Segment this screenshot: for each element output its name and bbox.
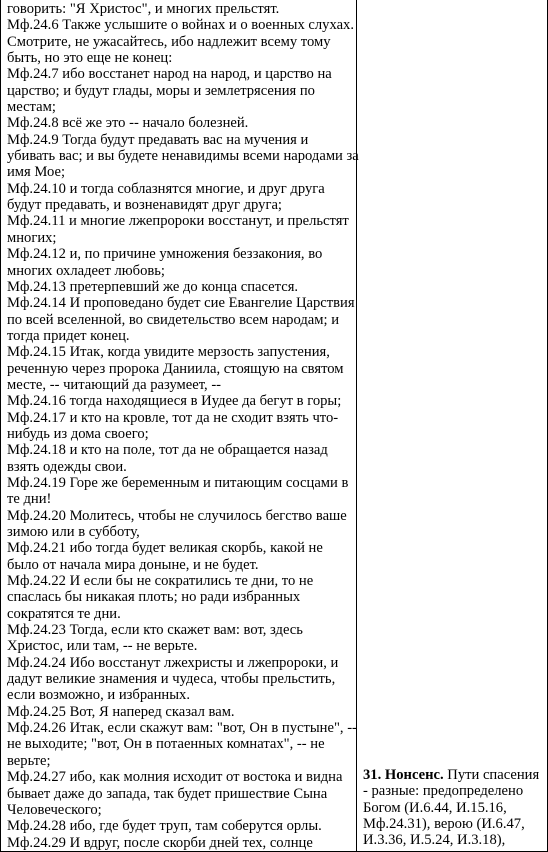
- scripture-text: [1, 0, 359, 851]
- scripture-line: Мф.24.28 ибо, где будет труп, там соберутся орлы.: [7, 818, 322, 835]
- scripture-line: Мф.24.6 Также услышите о войнах и о военных слухах.: [7, 17, 354, 34]
- scripture-line: Мф.24.24 Ибо восстанут лжехристы и лжепророки, и: [7, 654, 339, 671]
- table-row: [1, 0, 548, 851]
- commentary-cell: [357, 0, 548, 851]
- scripture-line: месте, -- читающий да разумеет, --: [7, 376, 222, 393]
- scripture-line: Человеческого;: [7, 801, 102, 818]
- scripture-line: Мф.24.21 ибо тогда будет великая скорбь, какой не: [7, 540, 323, 557]
- scripture-line: Мф.24.8 всё же это -- начало болезней.: [7, 115, 249, 132]
- scripture-line: Мф.24.29 И вдруг, после скорби дней тех, солнце: [7, 834, 313, 851]
- scripture-cell: [1, 0, 357, 851]
- note-body: [363, 783, 545, 848]
- scripture-line: не выходите; "вот, Он в потаенных комнатах", -- не: [7, 736, 325, 753]
- scripture-line: спаслась бы никакая плоть; но ради избранных: [7, 589, 301, 606]
- scripture-line: Мф.24.15 Итак, когда увидите мерзость запустения,: [7, 344, 330, 361]
- scripture-line: говорить: "Я Христос", и многих прельстят.: [7, 1, 280, 17]
- scripture-line: Мф.24.20 Молитесь, чтобы не случилось бегство ваше: [7, 507, 347, 524]
- note-line: И.3.36, И.5.24, И.3.18),: [363, 832, 506, 849]
- scripture-line: взять одежды свои.: [7, 458, 127, 475]
- scripture-line: если возможно, и избранных.: [7, 687, 190, 704]
- note-title-rest: Пути спасения: [443, 767, 540, 783]
- scripture-line: верьте;: [7, 752, 51, 769]
- scripture-line: бывает даже до запада, так будет пришествие Сына: [7, 785, 328, 802]
- note-line: Мф.24.31), верою (И.6.47,: [363, 816, 525, 833]
- scripture-line: сократятся те дни.: [7, 605, 121, 622]
- scripture-line: местам;: [7, 99, 56, 116]
- scripture-line: Мф.24.25 Вот, Я наперед сказал вам.: [7, 703, 235, 720]
- scripture-line: Мф.24.27 ибо, как молния исходит от востока и видна: [7, 769, 343, 786]
- scripture-line: Мф.24.12 и, по причине умножения беззакония, во: [7, 246, 323, 263]
- scripture-line: Мф.24.19 Горе же беременным и питающим сосцами в: [7, 474, 349, 491]
- scripture-line: Мф.24.26 Итак, если скажут вам: "вот, Он в пустыне", --: [7, 720, 357, 737]
- commentary-note: [363, 767, 545, 849]
- scripture-line: имя Мое;: [7, 164, 66, 181]
- scripture-line: по всей вселенной, во свидетельство всем народам; и: [7, 311, 340, 328]
- scripture-line: Мф.24.14 И проповедано будет сие Евангелие Царствия: [7, 295, 355, 312]
- scripture-line: реченную через пророка Даниила, стоящую на святом: [7, 360, 344, 377]
- scripture-line: Мф.24.10 и тогда соблазнятся многие, и друг друга: [7, 180, 325, 197]
- scripture-line: зимою или в субботу,: [7, 524, 140, 540]
- scripture-line: будут предавать, и возненавидят друг друга;: [7, 197, 282, 214]
- note-line: Богом (И.6.44, И.15.16,: [363, 799, 507, 816]
- scripture-line: Мф.24.17 и кто на кровле, тот да не сходит взять что-: [7, 409, 339, 426]
- note-first-line: [363, 767, 545, 783]
- scripture-line: Мф.24.18 и кто на поле, тот да не обращается назад: [7, 442, 328, 459]
- scripture-line: дадут великие знамения и чудеса, чтобы прельстить,: [7, 671, 336, 688]
- note-line: - разные: предопределено: [363, 783, 524, 800]
- scripture-line: Смотрите, не ужасайтесь, ибо надлежит всему тому: [7, 33, 331, 50]
- scripture-line: Мф.24.22 И если бы не сократились те дни, то не: [7, 573, 314, 590]
- scripture-line: тогда придет конец.: [7, 327, 130, 344]
- commentary-container: [357, 0, 547, 851]
- scripture-line: Мф.24.16 тогда находящиеся в Иудее да бегут в горы;: [7, 393, 342, 410]
- scripture-line: те дни!: [7, 491, 52, 508]
- scripture-line: убивать вас; и вы будете ненавидимы всеми народами за: [7, 148, 359, 165]
- scripture-line: царство; и будут глады, моры и землетрясения по: [7, 82, 315, 99]
- scripture-line: Мф.24.13 претерпевший же до конца спасется.: [7, 278, 299, 295]
- scripture-line: Мф.24.11 и многие лжепророки восстанут, и прельстят: [7, 213, 349, 230]
- scripture-line: Мф.24.9 Тогда будут предавать вас на мучения и: [7, 131, 309, 148]
- scripture-line: многих охладеет любовь;: [7, 262, 165, 279]
- scripture-line: нибудь из дома своего;: [7, 425, 149, 442]
- scripture-line: быть, но это еще не конец:: [7, 50, 173, 67]
- note-number: 31. Нонсенс.: [363, 767, 444, 783]
- scripture-line: было от начала мира доныне, и не будет.: [7, 556, 259, 573]
- scripture-line: Мф.24.7 ибо восстанет народ на народ, и царство на: [7, 66, 332, 83]
- scripture-line: Мф.24.23 Тогда, если кто скажет вам: вот, здесь: [7, 622, 303, 639]
- scripture-line: многих;: [7, 229, 57, 246]
- scripture-line: Христос, или там, -- не верьте.: [7, 638, 198, 655]
